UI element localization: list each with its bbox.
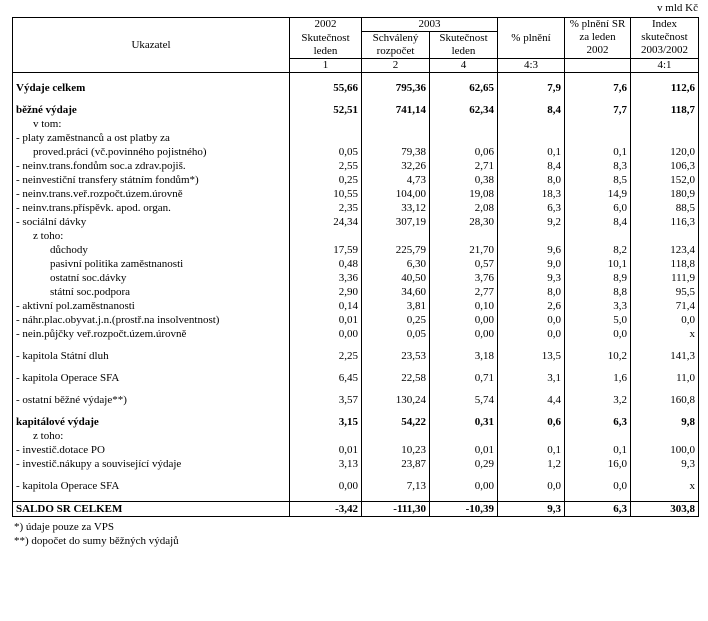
row-value: 0,0 (498, 479, 565, 493)
row-value: 7,7 (565, 103, 631, 117)
row-label: - náhr.plac.obyvat.j.n.(prostř.na insolventnost) (13, 313, 290, 327)
table-row (13, 371, 699, 385)
row-value: 112,6 (631, 81, 699, 95)
row-value (565, 429, 631, 443)
row-value (290, 429, 362, 443)
row-label: kapitálové výdaje (13, 415, 290, 429)
row-value: 0,01 (290, 313, 362, 327)
row-label: - investič.nákupy a související výdaje (13, 457, 290, 471)
row-value: 28,30 (430, 215, 498, 229)
row-value: 10,2 (565, 349, 631, 363)
row-value: 7,9 (498, 81, 565, 95)
row-value: 118,8 (631, 257, 699, 271)
row-value: 104,00 (362, 187, 430, 201)
row-value: 3,76 (430, 271, 498, 285)
row-value: 2,25 (290, 349, 362, 363)
row-value (631, 131, 699, 145)
row-value: 123,4 (631, 243, 699, 257)
row-value (498, 131, 565, 145)
row-value: 0,38 (430, 173, 498, 187)
row-value: 16,0 (565, 457, 631, 471)
header-skut-2002: Skutečnost leden (290, 32, 362, 59)
row-value: 2,35 (290, 201, 362, 215)
row-value: 0,00 (290, 479, 362, 493)
row-label: - platy zaměstnanců a ost platby za (13, 131, 290, 145)
header-pct-plneni: % plnění (498, 18, 565, 59)
row-value: 8,2 (565, 243, 631, 257)
row-label: - ostatní běžné výdaje**) (13, 393, 290, 407)
row-value: 3,36 (290, 271, 362, 285)
table-row (13, 131, 699, 145)
row-value: 3,18 (430, 349, 498, 363)
row-value: 0,01 (430, 443, 498, 457)
table-row (13, 313, 699, 327)
table-row (13, 145, 699, 159)
row-value: 130,24 (362, 393, 430, 407)
table-row (13, 299, 699, 313)
row-value: 23,53 (362, 349, 430, 363)
row-label: - kapitola Operace SFA (13, 371, 290, 385)
row-value: 8,5 (565, 173, 631, 187)
table-row (13, 443, 699, 457)
row-value: 118,7 (631, 103, 699, 117)
row-value: 741,14 (362, 103, 430, 117)
row-value: 10,55 (290, 187, 362, 201)
row-label: - neinv.trans.příspěvk. apod. organ. (13, 201, 290, 215)
table-row (13, 349, 699, 363)
row-value: 3,15 (290, 415, 362, 429)
row-value: 55,66 (290, 81, 362, 95)
header-2003: 2003 (362, 18, 498, 32)
header-skut-2003: Skutečnost leden (430, 32, 498, 59)
row-value: 3,2 (565, 393, 631, 407)
row-value: 111,9 (631, 271, 699, 285)
row-value: 795,36 (362, 81, 430, 95)
row-value: 18,3 (498, 187, 565, 201)
row-value: -3,42 (290, 502, 362, 517)
row-value (430, 229, 498, 243)
table-row (13, 502, 699, 517)
row-value: 24,34 (290, 215, 362, 229)
row-value: 1,6 (565, 371, 631, 385)
row-value: 0,01 (290, 443, 362, 457)
row-value: 9,2 (498, 215, 565, 229)
row-label: Výdaje celkem (13, 81, 290, 95)
row-value: 40,50 (362, 271, 430, 285)
row-value: 9,0 (498, 257, 565, 271)
row-value (565, 229, 631, 243)
row-label: - aktivní pol.zaměstnanosti (13, 299, 290, 313)
row-value (498, 117, 565, 131)
row-value: 0,0 (498, 313, 565, 327)
header-schvaleny: Schválený rozpočet (362, 32, 430, 59)
row-value: 0,0 (631, 313, 699, 327)
row-value: -111,30 (362, 502, 430, 517)
row-value: 6,3 (565, 502, 631, 517)
row-value: 106,3 (631, 159, 699, 173)
row-value: 0,05 (290, 145, 362, 159)
row-value: 1,2 (498, 457, 565, 471)
row-label: v tom: (13, 117, 290, 131)
row-value: 2,90 (290, 285, 362, 299)
footnote: *) údaje pouze za VPS (14, 521, 114, 533)
row-label: proved.práci (vč.povinného pojistného) (13, 145, 290, 159)
row-value (430, 131, 498, 145)
row-value: 3,13 (290, 457, 362, 471)
row-value: 3,81 (362, 299, 430, 313)
row-value: 8,3 (565, 159, 631, 173)
table-row (13, 229, 699, 243)
row-value: 0,14 (290, 299, 362, 313)
row-value: 10,1 (565, 257, 631, 271)
row-value: 160,8 (631, 393, 699, 407)
table-row (13, 393, 699, 407)
header-code: 4:1 (631, 59, 699, 73)
row-value: 0,25 (290, 173, 362, 187)
row-value: 3,57 (290, 393, 362, 407)
row-value: 0,48 (290, 257, 362, 271)
row-value: 0,1 (565, 443, 631, 457)
table-row (13, 187, 699, 201)
row-value: 5,0 (565, 313, 631, 327)
row-label: - kapitola Státní dluh (13, 349, 290, 363)
row-value (631, 229, 699, 243)
row-value: 0,0 (565, 479, 631, 493)
row-value (565, 131, 631, 145)
row-value: 9,6 (498, 243, 565, 257)
header-code: 4 (430, 59, 498, 73)
header-code: 1 (290, 59, 362, 73)
table-row (13, 173, 699, 187)
row-value: 23,87 (362, 457, 430, 471)
footnotes (14, 520, 179, 548)
table-row (13, 201, 699, 215)
header-ukazatel: Ukazatel (13, 18, 290, 73)
row-value: 4,4 (498, 393, 565, 407)
row-value: 10,23 (362, 443, 430, 457)
row-value: 0,29 (430, 457, 498, 471)
row-value: 0,25 (362, 313, 430, 327)
table-row (13, 271, 699, 285)
row-value: 307,19 (362, 215, 430, 229)
row-value: 0,1 (498, 145, 565, 159)
row-value: 3,3 (565, 299, 631, 313)
row-value: 62,34 (430, 103, 498, 117)
row-value (631, 429, 699, 443)
table-row (13, 81, 699, 95)
unit-label: v mld Kč (657, 2, 698, 14)
row-label: - sociální dávky (13, 215, 290, 229)
row-label: - neinvestiční transfery státním fondům*) (13, 173, 290, 187)
row-value (290, 229, 362, 243)
header-code: 4:3 (498, 59, 565, 73)
row-value: 6,45 (290, 371, 362, 385)
table-row (13, 415, 699, 429)
row-value: 9,8 (631, 415, 699, 429)
header-pct-plneni-sr: % plnění SR za leden 2002 (565, 18, 631, 59)
row-value: 8,0 (498, 285, 565, 299)
row-label: - nein.půjčky veř.rozpočt.územ.úrovně (13, 327, 290, 341)
row-value: 52,51 (290, 103, 362, 117)
row-value: 180,9 (631, 187, 699, 201)
row-value: 7,13 (362, 479, 430, 493)
row-label: pasivní politika zaměstnanosti (13, 257, 290, 271)
row-value: 33,12 (362, 201, 430, 215)
row-value: 152,0 (631, 173, 699, 187)
row-value (498, 229, 565, 243)
row-value: 2,71 (430, 159, 498, 173)
table-row (13, 243, 699, 257)
row-value: 6,30 (362, 257, 430, 271)
row-value: 100,0 (631, 443, 699, 457)
row-value: 116,3 (631, 215, 699, 229)
header-index: Index skutečnost 2003/2002 (631, 18, 699, 59)
row-value (362, 117, 430, 131)
row-value: -10,39 (430, 502, 498, 517)
table-row (13, 327, 699, 341)
row-value: 8,9 (565, 271, 631, 285)
header-2002: 2002 (290, 18, 362, 32)
row-value: 0,05 (362, 327, 430, 341)
row-value: 88,5 (631, 201, 699, 215)
row-label: - investič.dotace PO (13, 443, 290, 457)
row-label: běžné výdaje (13, 103, 290, 117)
row-value: 5,74 (430, 393, 498, 407)
row-value: 303,8 (631, 502, 699, 517)
row-value: 4,73 (362, 173, 430, 187)
row-value: 225,79 (362, 243, 430, 257)
row-value: 0,0 (565, 327, 631, 341)
row-label: - neinv.trans.fondům soc.a zdrav.pojiš. (13, 159, 290, 173)
row-value: 9,3 (498, 271, 565, 285)
table-row (13, 457, 699, 471)
row-value: 9,3 (631, 457, 699, 471)
row-value: 95,5 (631, 285, 699, 299)
table-row (13, 257, 699, 271)
spacer-row (13, 341, 699, 349)
row-value: 11,0 (631, 371, 699, 385)
row-value: 17,59 (290, 243, 362, 257)
row-value (362, 131, 430, 145)
row-value: 0,00 (430, 313, 498, 327)
row-value: 22,58 (362, 371, 430, 385)
row-label: z toho: (13, 429, 290, 443)
row-value: 120,0 (631, 145, 699, 159)
row-value: 0,57 (430, 257, 498, 271)
row-value: 8,4 (565, 215, 631, 229)
table-row (13, 429, 699, 443)
row-value: 0,00 (430, 479, 498, 493)
spacer-row (13, 385, 699, 393)
row-value: 13,5 (498, 349, 565, 363)
row-value: 0,6 (498, 415, 565, 429)
spacer-row (13, 493, 699, 502)
row-value: 0,00 (430, 327, 498, 341)
row-value: 0,71 (430, 371, 498, 385)
row-value: 2,6 (498, 299, 565, 313)
row-value: 3,1 (498, 371, 565, 385)
row-value: 34,60 (362, 285, 430, 299)
row-value: 62,65 (430, 81, 498, 95)
row-value: 0,31 (430, 415, 498, 429)
row-value: 7,6 (565, 81, 631, 95)
spacer-row (13, 363, 699, 371)
budget-table (12, 17, 699, 517)
row-value: 0,0 (498, 327, 565, 341)
row-value: 0,1 (498, 443, 565, 457)
row-value: 71,4 (631, 299, 699, 313)
row-value: 19,08 (430, 187, 498, 201)
row-value (498, 429, 565, 443)
row-value: 0,10 (430, 299, 498, 313)
row-label: ostatní soc.dávky (13, 271, 290, 285)
row-value: 2,77 (430, 285, 498, 299)
table-row (13, 285, 699, 299)
row-value: x (631, 479, 699, 493)
row-value: 8,0 (498, 173, 565, 187)
table-row (13, 159, 699, 173)
row-value (362, 229, 430, 243)
spacer-row (13, 95, 699, 103)
row-value: 9,3 (498, 502, 565, 517)
row-value: 0,1 (565, 145, 631, 159)
row-value: 0,00 (290, 327, 362, 341)
row-label: - neinv.trans.veř.rozpočt.územ.úrovně (13, 187, 290, 201)
row-value: 32,26 (362, 159, 430, 173)
row-value (362, 429, 430, 443)
row-value: 54,22 (362, 415, 430, 429)
row-value: 6,0 (565, 201, 631, 215)
row-label: - kapitola Operace SFA (13, 479, 290, 493)
row-value (290, 131, 362, 145)
row-value: 2,55 (290, 159, 362, 173)
row-value (290, 117, 362, 131)
row-value: 8,4 (498, 159, 565, 173)
row-value: 21,70 (430, 243, 498, 257)
row-value: 141,3 (631, 349, 699, 363)
header-row-years (13, 18, 699, 32)
table-row (13, 103, 699, 117)
row-label: důchody (13, 243, 290, 257)
row-value: 8,4 (498, 103, 565, 117)
row-value: 8,8 (565, 285, 631, 299)
row-label: SALDO SR CELKEM (13, 502, 290, 517)
row-value (631, 117, 699, 131)
row-value: 6,3 (498, 201, 565, 215)
row-value (430, 429, 498, 443)
header-code (565, 59, 631, 73)
row-value: 0,06 (430, 145, 498, 159)
header-code: 2 (362, 59, 430, 73)
table-row (13, 479, 699, 493)
spacer-row (13, 407, 699, 415)
row-label: z toho: (13, 229, 290, 243)
row-value: 6,3 (565, 415, 631, 429)
row-value: x (631, 327, 699, 341)
row-value (565, 117, 631, 131)
spacer-row (13, 73, 699, 82)
row-value: 2,08 (430, 201, 498, 215)
table-row (13, 215, 699, 229)
footnote: **) dopočet do sumy běžných výdajů (14, 535, 179, 547)
spacer-row (13, 471, 699, 479)
row-label: státní soc.podpora (13, 285, 290, 299)
row-value: 79,38 (362, 145, 430, 159)
row-value (430, 117, 498, 131)
row-value: 14,9 (565, 187, 631, 201)
table-row (13, 117, 699, 131)
